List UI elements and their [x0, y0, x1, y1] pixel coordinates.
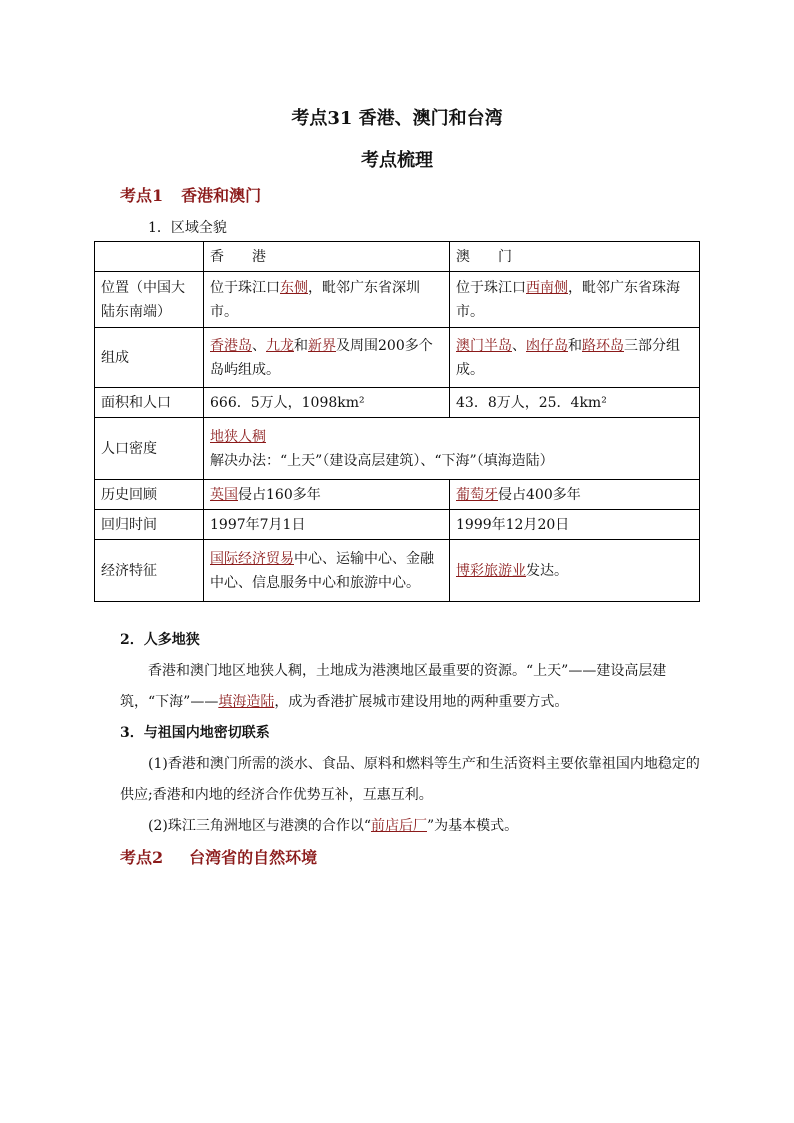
macau-cell: [450, 540, 700, 602]
row-label-cell: 历史回顾: [95, 480, 204, 510]
point-3-heading: [120, 718, 700, 749]
page-title: 考点31 香港、澳门和台湾: [291, 108, 503, 129]
highlighted-term: 东侧: [280, 279, 308, 296]
text-run: 位于珠江口: [210, 279, 280, 296]
text-run: 43．8万人，25．4km²: [456, 394, 607, 411]
point-3-paragraph-a: (1)香港和澳门所需的淡水、食品、原料和燃料等生产和生活资料主要依靠祖国内地稳定的供应;香港和内地的经济合作优势互补，互惠互利。: [120, 756, 700, 803]
subheading-overview: 1．区域全貌: [148, 220, 227, 236]
macau-cell: [450, 328, 700, 388]
region-comparison-table: [94, 241, 700, 602]
table-row: [95, 418, 700, 480]
text-run: ，毗邻广东省深圳市。: [210, 279, 420, 320]
table-row: [95, 540, 700, 602]
text-run: 香港和澳门地区地狭人稠，土地成为港澳地区最重要的资源。“上天”——建设高层建筑，“下海”——: [120, 663, 667, 710]
section-2-label: 台湾省的自然环境: [189, 848, 318, 867]
table-body: [95, 242, 700, 602]
text-run: ”为基本模式。: [427, 818, 519, 834]
macau-cell: [450, 388, 700, 418]
point-3-heading-text: 3．与祖国内地密切联系: [120, 725, 270, 741]
text-run: 1999年12月20日: [456, 516, 570, 533]
highlighted-term: 澳门半岛: [456, 337, 512, 354]
merged-cell: [204, 418, 700, 480]
text-run: ，毗邻广东省珠海市。: [456, 279, 680, 320]
section-1-label: 香港和澳门: [181, 186, 262, 205]
section-1-number: 考点1: [120, 186, 164, 205]
section-1-heading: [120, 183, 261, 206]
highlighted-term: 填海造陆: [218, 694, 275, 710]
highlighted-term: 国际经济贸易: [210, 550, 294, 567]
highlighted-term: 新界: [308, 337, 336, 354]
hongkong-cell: [204, 388, 450, 418]
highlighted-term: 香港岛: [210, 337, 252, 354]
text-run: 和: [294, 337, 308, 354]
macau-cell: [450, 480, 700, 510]
point-3-paragraph-b: [120, 811, 700, 842]
highlighted-term: 博彩旅游业: [456, 562, 526, 579]
section-2-heading: [120, 845, 317, 868]
text-run: 666．5万人，1098km²: [210, 394, 365, 411]
text-run: ，成为香港扩展城市建设用地的两种重要方式。: [274, 694, 569, 710]
table-row: [95, 272, 700, 328]
header-cell-macau: 澳 门: [450, 242, 700, 272]
hongkong-cell: [204, 272, 450, 328]
text-run: 解决办法：“上天”（建设高层建筑）、“下海”（填海造陆）: [210, 452, 554, 469]
text-run: 1997年7月1日: [210, 516, 306, 533]
text-run: (2)珠江三角洲地区与港澳的合作以“: [148, 818, 371, 834]
highlighted-term: 地狭人稠: [210, 428, 266, 445]
text-run: 及周围200多个岛屿组成。: [210, 337, 433, 378]
row-label-cell: 面积和人口: [95, 388, 204, 418]
page-subtitle: 考点梳理: [361, 150, 433, 171]
row-label-cell: 人口密度: [95, 418, 204, 480]
table-header-row: [95, 242, 700, 272]
text-run: 、: [252, 337, 266, 354]
row-label-cell: 经济特征: [95, 540, 204, 602]
table-row: [95, 328, 700, 388]
row-label-cell: 组成: [95, 328, 204, 388]
text-run: 和: [568, 337, 582, 354]
header-cell-blank: [95, 242, 204, 272]
macau-cell: [450, 510, 700, 540]
merged-cell-line: [210, 449, 693, 473]
point-2-heading-text: 2．人多地狭: [120, 632, 200, 648]
highlighted-term: 凼仔岛: [526, 337, 568, 354]
point-2-paragraph: [120, 656, 700, 718]
macau-cell: [450, 272, 700, 328]
highlighted-term: 葡萄牙: [456, 486, 498, 503]
row-label-cell: 位置（中国大陆东南端）: [95, 272, 204, 328]
hongkong-cell: [204, 328, 450, 388]
text-run: 三部分组成。: [456, 337, 680, 378]
text-run: 位于珠江口: [456, 279, 526, 296]
highlighted-term: 英国: [210, 486, 238, 503]
table-row: [95, 388, 700, 418]
highlighted-term: 九龙: [266, 337, 294, 354]
text-run: 中心、运输中心、金融中心、信息服务中心和旅游中心。: [210, 550, 434, 591]
section-2-number: 考点2: [120, 848, 164, 867]
highlighted-term: 路环岛: [582, 337, 624, 354]
point-2-heading: [120, 625, 700, 656]
text-run: 发达。: [526, 562, 568, 579]
hongkong-cell: [204, 510, 450, 540]
merged-cell-line: [210, 425, 693, 449]
text-run: 、: [512, 337, 526, 354]
hongkong-cell: [204, 480, 450, 510]
table-row: [95, 480, 700, 510]
highlighted-term: 前店后厂: [371, 818, 427, 834]
highlighted-term: 西南侧: [526, 279, 568, 296]
text-run: 侵占400多年: [498, 486, 581, 503]
row-label-cell: 回归时间: [95, 510, 204, 540]
header-cell-hongkong: 香 港: [204, 242, 450, 272]
hongkong-cell: [204, 540, 450, 602]
table-row: [95, 510, 700, 540]
text-run: 侵占160多年: [238, 486, 321, 503]
